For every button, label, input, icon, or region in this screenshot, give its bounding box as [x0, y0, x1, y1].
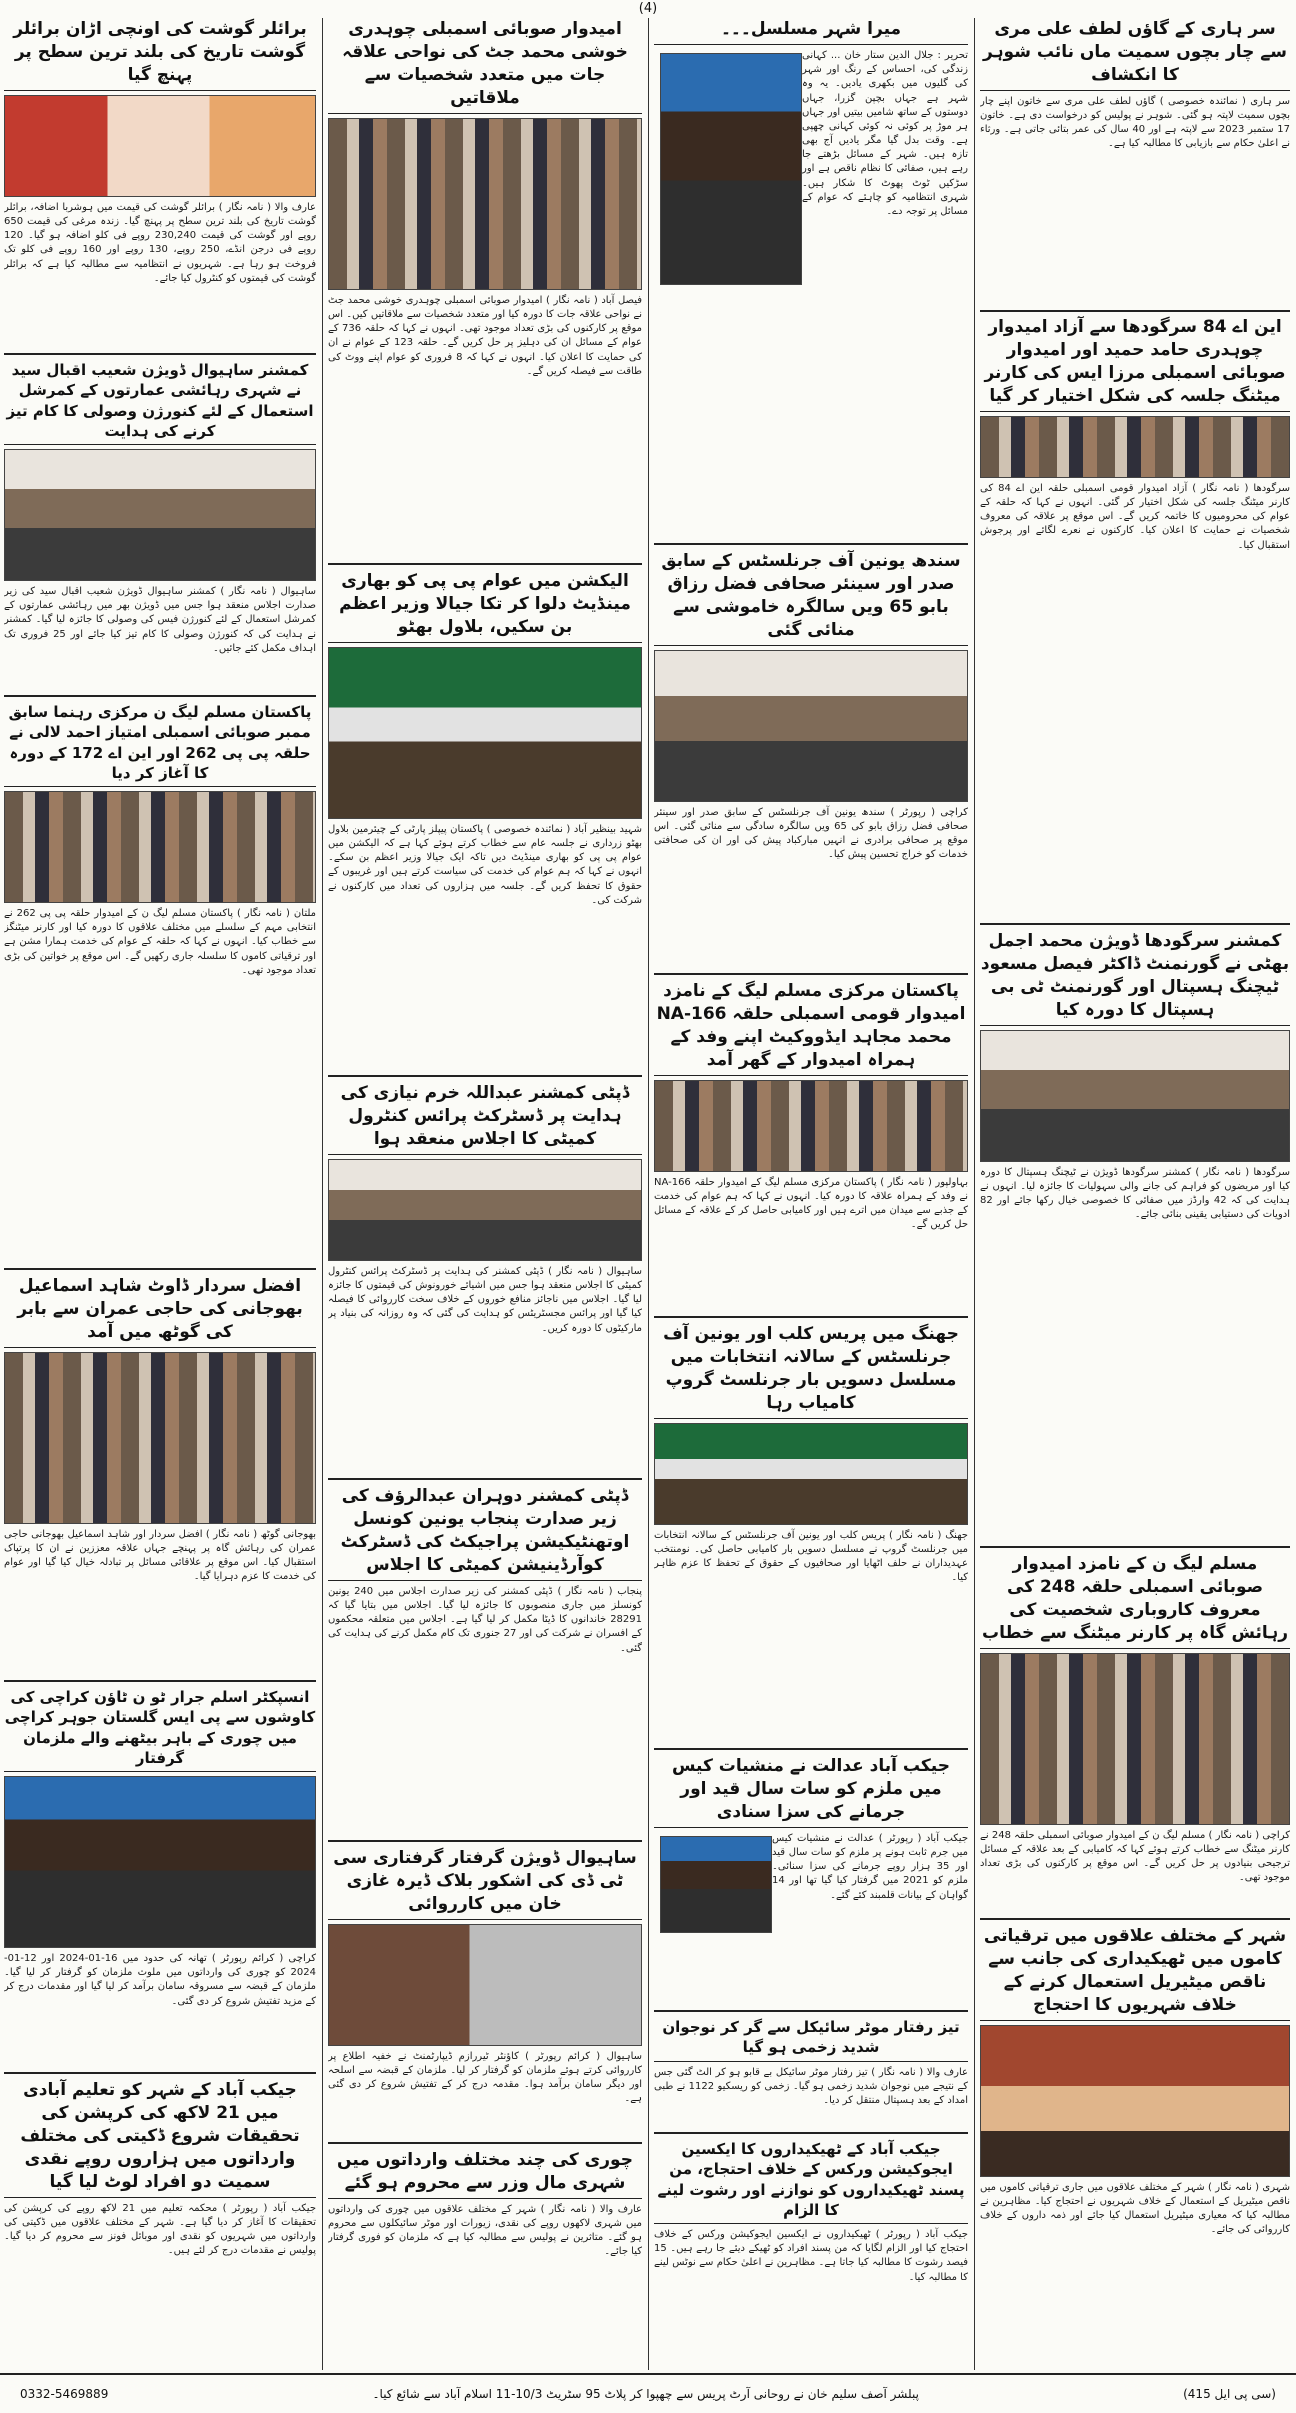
- article: [4, 360, 316, 690]
- article-headline: این اے 84 سرگودھا سے آزاد امیدوار چوہدری حامد حمید اور امیدوار صوبائی اسمبلی مرزا ایس کی کارنر میٹنگ جلسہ کی شکل اختیار کر گیا: [980, 316, 1290, 412]
- article-body: عارف والا ( نامہ نگار ) تیز رفتار موٹر سائیکل بے قابو ہو کر الٹ گئی جس کے نتیجے میں نوجوان شدید زخمی ہو گیا۔ زخمی کو ریسکیو 1122 نے طبی امداد کے بعد ہسپتال منتقل کر دیا۔: [654, 2066, 968, 2106]
- divider: [328, 563, 642, 565]
- columnist-photo: [660, 53, 802, 285]
- article: [654, 1755, 968, 2005]
- article-headline: ڈپٹی کمشنر دوہران عبدالرؤف کی زیر صدارت پنجاب یونین کونسل اوتھنٹیکیشن پراجیکٹ کی ڈسٹرکٹ کوآرڈینیشن کمیٹی کا اجلاس: [328, 1485, 642, 1581]
- column-center-left: [324, 18, 646, 2370]
- article: [4, 1275, 316, 1675]
- divider: [4, 353, 316, 355]
- article: [654, 980, 968, 1310]
- article: [654, 2139, 968, 2367]
- article-headline: شہر کے مختلف علاقوں میں ترقیاتی کاموں میں ٹھیکیداری کی جانب سے ناقص میٹیریل استعمال کرنے کے خلاف شہریوں کا احتجاج: [980, 1925, 1290, 2021]
- portrait-photo: [660, 1836, 772, 1933]
- article-body: ملتان ( نامہ نگار ) پاکستان مسلم لیگ ن کے امیدوار حلقہ پی پی 262 نے انتخابی مہم کے سلسلے میں مختلف علاقوں کا دورہ کیا اور کارنر میٹنگز سے خطاب کیا۔ انہوں نے کہا کہ حلقہ کے عوام کی خدمت ہمارا مشن ہے اور ترقیاتی کاموں کا سلسلہ جاری رکھیں گے۔ اس موقع پر خواتین کی بڑی تعداد موجود تھی۔: [4, 908, 316, 976]
- article-headline: چوری کی چند مختلف وارداتوں میں شہری مال وزر سے محروم ہو گئے: [328, 2149, 642, 2199]
- meeting-photo: [980, 1653, 1290, 1825]
- divider: [4, 1268, 316, 1270]
- divider: [654, 973, 968, 975]
- article-body: ساہیوال ( نامہ نگار ) ڈپٹی کمشنر کی ہدایت پر ڈسٹرکٹ پرائس کنٹرول کمیٹی کا اجلاس منعقد ہوا جس میں اشیائے خورونوش کی قیمتوں کا جائزہ لیا گیا۔ اجلاس میں ناجائز منافع خوروں کے خلاف سخت کارروائی کا فیصلہ کیا گیا اور پرائس مجسٹریٹس کو ہدایت کی گئی کہ وہ روزانہ کی بنیاد پر مارکیٹوں کا دورہ کریں۔: [328, 1265, 642, 1334]
- article-body: بہاولپور ( نامہ نگار ) پاکستان مرکزی مسلم لیگ کے امیدوار حلقہ NA-166 نے وفد کے ہمراہ علاقہ کا دورہ کیا۔ انہوں نے کہا کہ ہم عوام کی خدمت کے جذبے سے میدان میں اترے ہیں اور کامیابی حاصل کر کے علاقہ کے مسائل حل کریں گے۔: [654, 1176, 968, 1231]
- article-body: تحریر : جلال الدین ستار خان ... کہانی زندگی کی، احساس کے رنگ اور شہر کی گلیوں میں بکھری یادیں۔ یہ وہ شہر ہے جہاں بچپن گزرا، جہاں دوستوں کے ساتھ شامیں بیتیں اور جہاں ہر موڑ پر کوئی نہ کوئی کہانی چھپی ہے۔ وقت بدل گیا مگر یادیں آج بھی تازہ ہیں۔ شہر کے مسائل بڑھتے جا رہے ہیں، صفائی کا نظام ناقص ہے اور سڑکیں ٹوٹ پھوٹ کا شکار ہیں۔ شہری انتظامیہ کو چاہئے کہ عوام کے مسائل پر توجہ دے۔: [802, 49, 968, 217]
- column-divider: [974, 18, 975, 2370]
- article-headline: جیکب آباد کے ٹھیکیداروں کا ایکسین ایجوکیشن ورکس کے خلاف احتجاج، من پسند ٹھیکیداروں کو نوازنے اور رشوت لینے کا الزام: [654, 2139, 968, 2224]
- article-body: سرگودھا ( نامہ نگار ) کمشنر سرگودھا ڈویژن نے ٹیچنگ ہسپتال کا دورہ کیا اور مریضوں کو فراہم کی جانے والی سہولیات کا جائزہ لیا۔ انہوں نے ہدایت کی کہ 42 وارڈز میں صفائی کا خصوصی خیال رکھا جائے اور 82 ادویات کی دستیابی یقینی بنائی جائے۔: [980, 1166, 1290, 1221]
- divider: [980, 1918, 1290, 1920]
- commissioner-meeting-photo: [4, 449, 316, 581]
- article-headline: مسلم لیگ ن کے نامزد امیدوار صوبائی اسمبلی حلقہ 248 کی معروف کاروباری شخصیت کی رہائش گاہ پر کارنر میٹنگ سے خطاب: [980, 1553, 1290, 1649]
- divider: [654, 2010, 968, 2012]
- article-body: فیصل آباد ( نامہ نگار ) امیدوار صوبائی اسمبلی چوہدری خوشی محمد جٹ نے نواحی علاقہ جات کا دورہ کیا اور متعدد شخصیات سے ملاقاتیں کیں۔ اس موقع پر کارکنوں کی بڑی تعداد موجود تھی۔ انہوں نے کہا کہ حلقہ 736 کے عوام کے مسائل ان کی دہلیز پر حل کریں گے۔ حلقہ 123 کے عوام نے ان کی حمایت کا اعلان کیا۔ انہوں نے کہا کہ 8 فروری کو عوام اپنے ووٹ کی طاقت سے فیصلہ کریں گے۔: [328, 294, 642, 377]
- column-divider: [648, 18, 649, 2370]
- column-left: [0, 18, 320, 2370]
- divider: [328, 1075, 642, 1077]
- article-headline: جیکب آباد عدالت نے منشیات کیس میں ملزم کو سات سال قید اور جرمانے کی سزا سنادی: [654, 1755, 968, 1828]
- page-footer: [0, 2373, 1296, 2413]
- article: [328, 1082, 642, 1472]
- footer-publisher: پبلشر آصف سلیم خان نے روحانی آرٹ پریس سے چھپوا کر پلاٹ 95 سٹریٹ 10/3-11 اسلام آباد سے شائع کیا۔: [372, 2387, 919, 2401]
- divider: [328, 1478, 642, 1480]
- article-headline: برائلر گوشت کی اونچی اڑان برائلر گوشت تاریخ کی بلند ترین سطح پر پہنچ گیا: [4, 18, 316, 91]
- article: [4, 702, 316, 1262]
- page-number: (4): [638, 1, 658, 16]
- article-headline: سندھ یونین آف جرنلسٹس کے سابق صدر اور سینئر صحافی فضل رزاق بابو 65 ویں سالگرہ خاموشی سے منائی گئی: [654, 550, 968, 646]
- article-headline: کمشنر ساہیوال ڈویژن شعیب اقبال سید نے شہری رہائشی عمارتوں کے کمرشل استعمال کے لئے کنورژن وصولی کا کام تیز کرنے کی ہدایت: [4, 360, 316, 445]
- divider: [654, 2132, 968, 2134]
- article-headline: تیز رفتار موٹر سائیکل سے گر کر نوجوان شدید زخمی ہو گیا: [654, 2017, 968, 2062]
- divider: [4, 695, 316, 697]
- article-body: سرگودھا ( نامہ نگار ) آزاد امیدوار قومی اسمبلی حلقہ این اے 84 کی کارنر میٹنگ جلسہ کی شکل اختیار کر گئی۔ انہوں نے کہا کہ حلقہ کے عوام کی محرومیوں کا خاتمہ کریں گے۔ اس موقع پر علاقہ کی معروف شخصیات نے حمایت کا اعلان کیا۔ کارکنوں نے نعرے لگائے اور پرجوش استقبال کیا۔: [980, 482, 1290, 551]
- article-body: ساہیوال ( کرائم رپورٹر ) کاؤنٹر ٹیررازم ڈیپارٹمنٹ نے خفیہ اطلاع پر کارروائی کرتے ہوئے ملزمان کو گرفتار کر لیا۔ ملزمان کے قبضہ سے اسلحہ اور دیگر سامان برآمد ہوا۔ مقدمہ درج کر کے تفتیش شروع کر دی گئی ہے۔: [328, 2050, 642, 2105]
- rally-photo: [328, 647, 642, 819]
- article: [4, 1687, 316, 2067]
- article-body: شہری ( نامہ نگار ) شہر کے مختلف علاقوں میں جاری ترقیاتی کاموں میں ناقص میٹیریل کے استعمال کے خلاف شہریوں نے احتجاج کیا۔ مظاہرین نے مطالبہ کیا کہ معیاری میٹیریل استعمال کیا جائے اور ذمہ داروں کے خلاف کارروائی کی جائے۔: [980, 2181, 1290, 2236]
- article: [654, 2017, 968, 2127]
- journalists-photo: [654, 650, 968, 802]
- divider: [4, 1680, 316, 1682]
- article-body: جیکب آباد ( رپورٹر ) عدالت نے منشیات کیس میں جرم ثابت ہونے پر ملزم کو سات سال قید اور 35 ہزار روپے جرمانے کی سزا سنائی۔ ملزم کو 2021 میں گرفتار کیا گیا تھا اور 14 گواہان کے بیانات قلمبند کئے گئے۔: [772, 1832, 968, 1901]
- article-body: جھنگ ( نامہ نگار ) پریس کلب اور یونین آف جرنلسٹس کے سالانہ انتخابات میں جرنلسٹ گروپ نے مسلسل دسویں بار کامیابی حاصل کی۔ نومنتخب عہدیداران نے حلف اٹھایا اور صحافیوں کے حقوق کے تحفظ کا عزم ظاہر کیا۔: [654, 1529, 968, 1584]
- article-headline: افضل سردار ڈاوٹ شاہد اسماعیل بھوجانی کی حاجی عمران سے بابر کی گوٹھ میں آمد: [4, 1275, 316, 1348]
- article-body: ساہیوال ( نامہ نگار ) کمشنر ساہیوال ڈویژن شعیب اقبال سید کی زیر صدارت اجلاس منعقد ہوا جس میں ڈویژن بھر میں رہائشی عمارتوں کے کمرشل استعمال کے لئے کنورژن فیس کی وصولی کا جائزہ لیا گیا۔ کمشنر نے ہدایت کی کہ کنورژن وصولی کا کام تیز کیا جائے اور 25 فروری تک اہداف مکمل کئے جائیں۔: [4, 586, 316, 654]
- article: [980, 18, 1290, 308]
- article: [328, 18, 642, 558]
- gathering-photo: [4, 1352, 316, 1524]
- police-officers-photo: [4, 1776, 316, 1948]
- crowd-photo: [328, 118, 642, 290]
- article-headline: امیدوار صوبائی اسمبلی چوہدری خوشی محمد جٹ کی نواحی علاقہ جات میں متعدد شخصیات سے ملاقاتیں: [328, 18, 642, 114]
- article: [328, 570, 642, 1070]
- article-headline: سر ہاری کے گاؤں لطف علی مری سے چار بچوں سمیت ماں نائب شوہر کا انکشاف: [980, 18, 1290, 91]
- divider: [4, 2072, 316, 2074]
- article-body: جیکب آباد ( رپورٹر ) محکمہ تعلیم میں 21 لاکھ روپے کی کرپشن کی تحقیقات کا آغاز کر دیا گیا ہے۔ شہر کے مختلف علاقوں میں ڈکیتی کی وارداتوں میں شہریوں کو نقدی اور موبائل فونز سے محروم کر دیا گیا۔ پولیس نے مقدمات درج کر لئے ہیں۔: [4, 2202, 316, 2257]
- divider: [654, 543, 968, 545]
- divider: [328, 1840, 642, 1842]
- article-body: بھوجانی گوٹھ ( نامہ نگار ) افضل سردار اور شاہد اسماعیل بھوجانی حاجی عمران کی رہائش گاہ پر پہنچے جہاں علاقہ معززین نے ان کا پرتپاک استقبال کیا۔ اس موقع پر علاقائی مسائل پر تبادلہ خیال کیا گیا اور عوام کی خدمت کا عزم دہرایا گیا۔: [4, 1528, 316, 1583]
- delegation-photo: [654, 1080, 968, 1172]
- street-photo: [980, 2025, 1290, 2177]
- article: [980, 316, 1290, 916]
- handcuffs-photo: [328, 1924, 642, 2046]
- article: [654, 550, 968, 970]
- article-body: جیکب آباد ( رپورٹر ) ٹھیکیداروں نے ایکسین ایجوکیشن ورکس کے خلاف احتجاج کیا اور الزام لگایا کہ من پسند افراد کو ٹھیکے دیئے جا رہے ہیں۔ 15 فیصد رشوت کا مطالبہ کیا جاتا ہے۔ مظاہرین نے اعلیٰ حکام سے نوٹس لینے کا مطالبہ کیا۔: [654, 2229, 968, 2283]
- divider: [980, 310, 1290, 312]
- article-body: شہید بینظیر آباد ( نمائندہ خصوصی ) پاکستان پیپلز پارٹی کے چیئرمین بلاول بھٹو زرداری نے جلسہ عام سے خطاب کرتے ہوئے کہا ہے کہ الیکشن میں عوام پی پی کو بھاری مینڈیٹ دیں تاکہ ایک جیالا وزیر اعظم بن سکے۔ انہوں نے کہا کہ ہم عوام کی خدمت کی سیاست کرتے ہیں اور غریبوں کے حقوق کا تحفظ کریں گے۔ جلسہ میں ہزاروں کی تعداد میں کارکنوں نے شرکت کی۔: [328, 823, 642, 906]
- article-headline: پاکستان مسلم لیگ ن مرکزی رہنما سابق ممبر صوبائی اسمبلی امتیاز احمد لالی نے حلقہ پی پی 262 اور این اے 172 کے دورہ کا آغاز کر دیا: [4, 702, 316, 787]
- article: [328, 2149, 642, 2367]
- divider: [980, 923, 1290, 925]
- divider: [654, 1316, 968, 1318]
- article: [980, 1925, 1290, 2365]
- article-headline: جیکب آباد کے شہر کو تعلیم آبادی میں 21 لاکھ کی کرپشن کی تحقیقات شروع ڈکیتی کی مختلف وارداتوں میں ہزاروں روپے نقدی سمیت دو افراد لوٹ لیا گیا: [4, 2079, 316, 2198]
- footer-registration: (سی پی ایل 415): [1183, 2387, 1276, 2401]
- article-body: سر ہاری ( نمائندہ خصوصی ) گاؤں لطف علی مری سے خاتون اپنے چار بچوں سمیت لاپتہ ہو گئی۔ شوہر نے پولیس کو درخواست دی ہے۔ خاتون 17 ستمبر 2023 سے لاپتہ ہے اور 40 سال کی عمر بتائی جاتی ہے۔ ورثاء نے اعلیٰ حکام سے بازیابی کا مطالبہ کیا ہے۔: [980, 95, 1290, 150]
- article-headline: الیکشن میں عوام پی پی کو بھاری مینڈیٹ دلوا کر تکا جیالا وزیر اعظم بن سکیں، بلاول بھٹو: [328, 570, 642, 643]
- article: [328, 1847, 642, 2137]
- article: [4, 18, 316, 348]
- article-headline: پاکستان مرکزی مسلم لیگ کے نامزد امیدوار قومی اسمبلی حلقہ NA-166 محمد مجاہد ایڈووکیٹ اپنے وفد کے ہمراہ امیدوار کے گھر آمد: [654, 980, 968, 1076]
- column-right: [976, 18, 1294, 2370]
- article: [980, 1553, 1290, 1913]
- article-headline: انسپکٹر اسلم جرار ٹو ن ٹاؤن کراچی کی کاوشوں سے پی ایس گلستان جوہر کراچی میں چوری کے باہر بیٹھنے والے ملزمان گرفتار: [4, 1687, 316, 1772]
- hospital-visit-photo: [980, 1030, 1290, 1162]
- divider: [654, 1748, 968, 1750]
- article-body: کراچی ( رپورٹر ) سندھ یونین آف جرنلسٹس کے سابق صدر اور سینئر صحافی فضل رزاق بابو کی 65 ویں سالگرہ سادگی سے منائی گئی۔ اس موقع پر صحافی برادری نے انہیں مبارکباد پیش کی اور ان کی صحافتی خدمات کو خراج تحسین پیش کیا۔: [654, 806, 968, 861]
- article-body: کراچی ( کرائم رپورٹر ) تھانہ کی حدود میں 16-01-2024 اور 12-01-2024 کو چوری کی وارداتوں میں ملوث ملزمان کو گرفتار کر لیا گیا۔ ملزمان کے قبضہ سے مسروقہ سامان برآمد کر لیا گیا اور مقدمات درج کر کے مزید تفتیش شروع کر دی گئی۔: [4, 1953, 316, 2007]
- article: [980, 930, 1290, 1540]
- article-body: عارف والا ( نامہ نگار ) شہر کے مختلف علاقوں میں چوری کی وارداتوں میں شہری لاکھوں روپے کی نقدی، زیورات اور موٹر سائیکلوں سے محروم ہو گئے۔ متاثرین نے پولیس سے مطالبہ کیا ہے کہ ملزمان کو فوری گرفتار کیا جائے۔: [328, 2203, 642, 2258]
- article-body: کراچی ( نامہ نگار ) مسلم لیگ ن کے امیدوار صوبائی اسمبلی حلقہ 248 نے کارنر میٹنگ سے خطاب کرتے ہوئے کہا کہ کامیابی کے بعد علاقہ کے مسائل ترجیحی بنیادوں پر حل کریں گے۔ اس موقع پر کارکنوں کی بڑی تعداد موجود تھی۔: [980, 1829, 1290, 1884]
- article: [654, 18, 968, 538]
- article-body: عارف والا ( نامہ نگار ) برائلر گوشت کی قیمت میں ہوشربا اضافہ، برائلر گوشت تاریخ کی بلند ترین سطح پر پہنچ گیا۔ زندہ مرغی کی قیمت 650 روپے اور گوشت کی قیمت 230,240 روپے فی کلو اضافہ ہو گیا۔ 120 روپے فی درجن انڈے، 250 روپے، 130 روپے اور 160 روپے فی کلو تک فروخت ہو رہا ہے۔ شہریوں نے انتظامیہ سے مطالبہ کیا ہے کہ برائلر گوشت کی قیمتوں کو کنٹرول کیا جائے۔: [4, 201, 316, 284]
- crowd-photo: [980, 416, 1290, 478]
- article: [4, 2079, 316, 2367]
- divider: [980, 1546, 1290, 1548]
- chicken-photo: [4, 95, 316, 197]
- press-club-photo: [654, 1423, 968, 1525]
- committee-meeting-photo: [328, 1159, 642, 1261]
- article-headline: جھنگ میں پریس کلب اور یونین آف جرنلسٹس کے سالانہ انتخابات میں مسلسل دسویں بار جرنلسٹ گروپ کامیاب رہا: [654, 1323, 968, 1419]
- article-headline: میرا شہر مسلسل۔۔۔: [654, 18, 968, 45]
- article-headline: ڈپٹی کمشنر عبداللہ خرم نیازی کی ہدایت پر ڈسٹرکٹ پرائس کنٹرول کمیٹی کا اجلاس منعقد ہوا: [328, 1082, 642, 1155]
- divider: [328, 2142, 642, 2144]
- column-divider: [322, 18, 323, 2370]
- article: [328, 1485, 642, 1835]
- article: [654, 1323, 968, 1743]
- column-center-right: [650, 18, 972, 2370]
- footer-phone: 0332-5469889: [20, 2387, 109, 2401]
- women-gathering-photo: [4, 791, 316, 903]
- article-headline: ساہیوال ڈویژن گرفتار گرفتاری سی ٹی ڈی کی اشکور بلاک ڈیرہ غازی خان میں کارروائی: [328, 1847, 642, 1920]
- article-headline: کمشنر سرگودھا ڈویژن محمد اجمل بھٹی نے گورنمنٹ ڈاکٹر فیصل مسعود ٹیچنگ ہسپتال اور گورنمنٹ ٹی بی ہسپتال کا دورہ کیا: [980, 930, 1290, 1026]
- article-body: پنجاب ( نامہ نگار ) ڈپٹی کمشنر کی زیر صدارت اجلاس میں 240 یونین کونسلز میں جاری منصوبوں کا جائزہ لیا گیا۔ اجلاس میں بتایا گیا کہ 28291 خاندانوں کا ڈیٹا مکمل کر لیا گیا ہے۔ اجلاس میں متعلقہ محکموں کے افسران نے شرکت کی اور 27 جنوری تک کام مکمل کرنے کی ہدایت کی گئی۔: [328, 1585, 642, 1654]
